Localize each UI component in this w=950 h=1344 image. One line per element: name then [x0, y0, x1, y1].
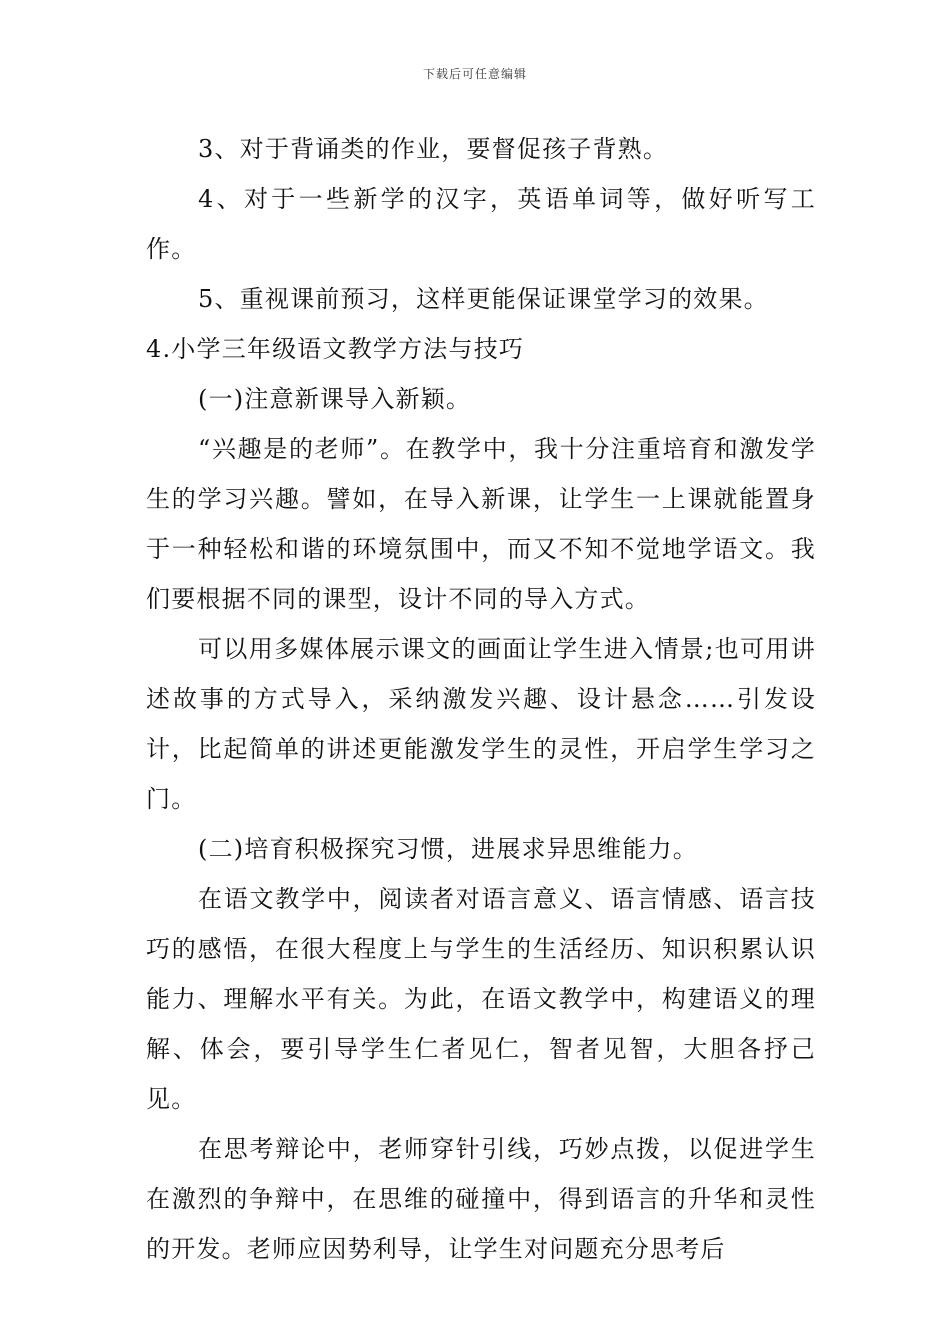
paragraph-interest: “兴趣是的老师”。在教学中，我十分注重培育和激发学生的学习兴趣。譬如，在导入新课，让学生一上课就能置身于一种轻松和谐的环境氛围中，而又不知不觉地学语文。我们要根据不同的课型，设计不同的导入方式。 — [146, 435, 816, 613]
list-item-3: 3、对于背诵类的作业，要督促孩子背熟。 — [198, 135, 669, 163]
page-header: 下载后可任意编辑 — [422, 67, 527, 81]
paragraph-discussion: 在思考辩论中，老师穿针引线，巧妙点拨，以促进学生在激烈的争辩中，在思维的碰撞中，得到语言的升华和灵性的开发。老师应因势利导，让学生对问题充分思考后 — [146, 1135, 816, 1263]
document-body — [146, 124, 816, 1274]
subheading-1: (一)注意新课导入新颖。 — [198, 385, 472, 413]
subheading-2: (二)培育积极探究习惯，进展求异思维能力。 — [198, 835, 698, 863]
paragraph-multimedia: 可以用多媒体展示课文的画面让学生进入情景;也可用讲述故事的方式导入，采纳激发兴趣、设计悬念……引发设计，比起简单的讲述更能激发学生的灵性，开启学生学习之门。 — [146, 635, 816, 813]
section-heading: 4.小学三年级语文教学方法与技巧 — [146, 335, 525, 363]
list-item-4: 4、对于一些新学的汉字，英语单词等，做好听写工作。 — [146, 185, 816, 263]
paragraph-reading: 在语文教学中，阅读者对语言意义、语言情感、语言技巧的感悟，在很大程度上与学生的生活经历、知识积累认识能力、理解水平有关。为此，在语文教学中，构建语义的理解、体会，要引导学生仁者见仁，智者见智，大胆各抒己见。 — [146, 885, 816, 1113]
list-item-5: 5、重视课前预习，这样更能保证课堂学习的效果。 — [198, 285, 769, 313]
